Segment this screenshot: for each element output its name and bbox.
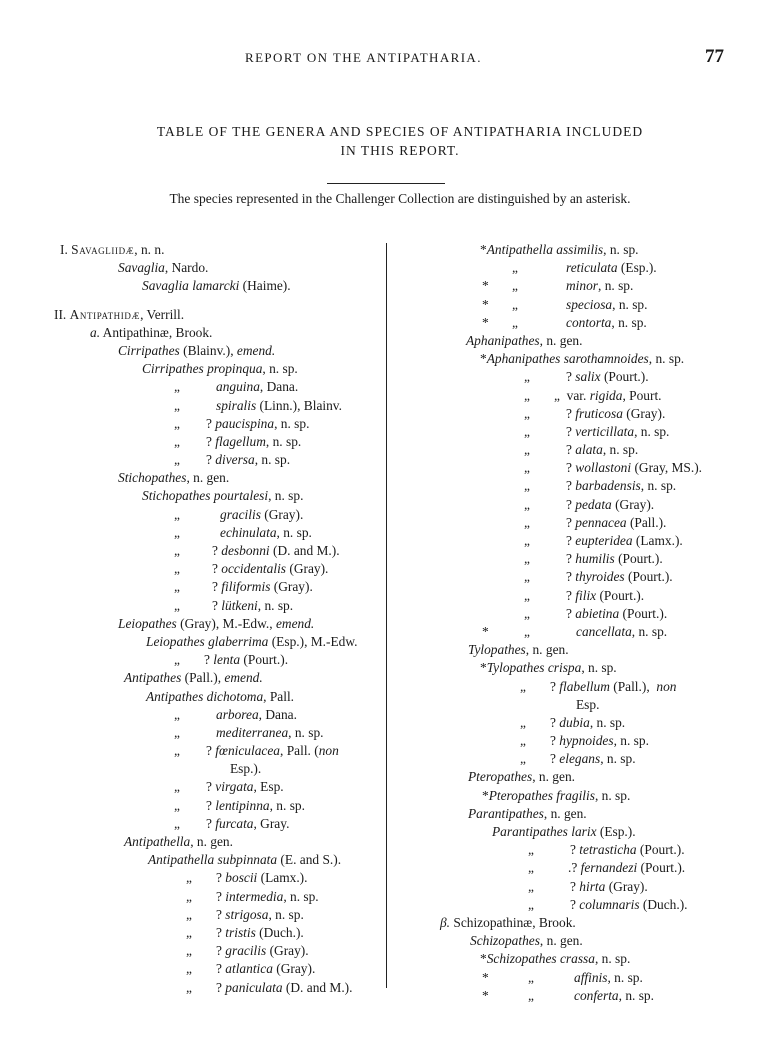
- ditto-mark: „: [174, 724, 180, 740]
- asterisk-mark: *: [482, 314, 489, 330]
- species-entry: [0, 942, 386, 960]
- ditto-mark: „: [512, 296, 518, 312]
- entry-text: ? lütkeni, n. sp.: [212, 597, 294, 613]
- species-entry: [390, 641, 776, 659]
- column-divider: [386, 243, 387, 988]
- entry-text: ? intermedia, n. sp.: [216, 888, 319, 904]
- entry-text: Antipathes dichotoma, Pall.: [146, 688, 295, 704]
- species-entry: [0, 688, 386, 706]
- spacer: [0, 296, 386, 306]
- running-title: REPORT ON THE ANTIPATHARIA.: [245, 50, 482, 65]
- entry-text: affinis, n. sp.: [574, 969, 643, 985]
- entry-text: ? tristis (Duch.).: [216, 924, 304, 940]
- ditto-mark: „: [174, 597, 180, 613]
- ditto-mark: „: [186, 961, 192, 977]
- species-entry: [390, 823, 776, 841]
- entry-text: ? hirta (Gray).: [570, 878, 648, 894]
- species-entry: [390, 678, 776, 696]
- entry-text: ? lenta (Pourt.).: [204, 652, 289, 668]
- ditto-mark: „: [524, 460, 530, 476]
- ditto-mark: „: [512, 260, 518, 276]
- entry-text: ? lentipinna, n. sp.: [206, 797, 305, 813]
- ditto-mark: „: [186, 924, 192, 940]
- species-entry: [390, 896, 776, 914]
- species-entry: [0, 724, 386, 742]
- species-entry: [390, 550, 776, 568]
- asterisk-mark: *: [482, 623, 489, 639]
- ditto-mark: „: [186, 979, 192, 995]
- species-entry: [390, 714, 776, 732]
- species-entry: [390, 296, 776, 314]
- ditto-mark: „: [528, 878, 534, 894]
- entry-text: Antipathes (Pall.), emend.: [124, 670, 263, 686]
- page-number: 77: [705, 46, 724, 67]
- ditto-mark: „: [174, 797, 180, 813]
- entry-text: ? wollastoni (Gray, MS.).: [566, 460, 703, 476]
- species-entry: [0, 851, 386, 869]
- entry-text: speciosa, n. sp.: [566, 296, 648, 312]
- species-entry: [390, 950, 776, 968]
- entry-text: ? paucispina, n. sp.: [206, 415, 310, 431]
- species-entry: [0, 742, 386, 760]
- entry-text: *Pteropathes fragilis, n. sp.: [482, 787, 631, 803]
- entry-text: ? eupteridea (Lamx.).: [566, 533, 683, 548]
- entry-text: contorta, n. sp.: [566, 314, 647, 330]
- entry-text: arborea, Dana.: [216, 706, 297, 722]
- species-entry: [0, 360, 386, 378]
- ditto-mark: „: [174, 561, 180, 577]
- species-entry: [0, 797, 386, 815]
- species-entry: [0, 960, 386, 978]
- ditto-mark: „: [186, 870, 192, 886]
- ditto-mark: „: [528, 987, 534, 1003]
- entry-text: Esp.: [576, 696, 600, 712]
- species-entry: [0, 869, 386, 887]
- entry-text: Parantipathes larix (Esp.).: [492, 824, 636, 839]
- entry-text: ? fruticosa (Gray).: [566, 405, 666, 421]
- entry-text: I. Savagliidæ, n. n.: [60, 242, 165, 257]
- ditto-mark: „: [524, 423, 530, 439]
- ditto-mark: „: [524, 514, 530, 530]
- ditto-mark: „: [528, 842, 534, 858]
- ditto-mark: „: [174, 524, 180, 540]
- table-title: [80, 122, 720, 160]
- entry-text: ? paniculata (D. and M.).: [216, 979, 353, 995]
- entry-text: conferta, n. sp.: [574, 987, 654, 1003]
- species-entry: [390, 605, 776, 623]
- ditto-mark: „: [174, 815, 180, 831]
- ditto-mark: „: [174, 506, 180, 522]
- entry-text: Cirripathes (Blainv.), emend.: [118, 342, 276, 358]
- species-entry: [0, 487, 386, 505]
- species-entry: [390, 750, 776, 768]
- species-entry: [390, 732, 776, 750]
- species-entry: [0, 259, 386, 277]
- entry-text: ? pedata (Gray).: [566, 496, 655, 512]
- species-entry: [390, 859, 776, 877]
- entry-text: ? filix (Pourt.).: [566, 587, 645, 603]
- entry-text: Leiopathes glaberrima (Esp.), M.-Edw.: [146, 633, 358, 649]
- ditto-mark: „: [524, 569, 530, 585]
- table-title-line-2: IN THIS REPORT.: [340, 143, 460, 158]
- species-entry: [390, 496, 776, 514]
- entry-text: II. Antipathidæ, Verrill.: [54, 306, 185, 322]
- species-entry: [390, 659, 776, 677]
- ditto-mark: „: [524, 387, 530, 403]
- right-column: [390, 241, 776, 1005]
- ditto-mark: „: [512, 278, 518, 294]
- entry-text: ? barbadensis, n. sp.: [566, 478, 677, 494]
- entry-text: ? gracilis (Gray).: [216, 943, 309, 959]
- ditto-mark: „: [512, 314, 518, 330]
- entry-text: ? abietina (Pourt.).: [566, 605, 668, 621]
- asterisk-mark: *: [482, 296, 489, 312]
- species-entry: [390, 878, 776, 896]
- entry-text: ? fœniculacea, Pall. (non: [206, 743, 339, 759]
- ditto-mark: „: [174, 706, 180, 722]
- species-entry: [390, 350, 776, 368]
- ditto-mark: „: [174, 743, 180, 759]
- entry-text: a. Antipathinæ, Brook.: [90, 324, 213, 340]
- asterisk-mark: *: [482, 987, 489, 1003]
- entry-text: ? alata, n. sp.: [566, 442, 639, 458]
- entry-text: ? verticillata, n. sp.: [566, 423, 670, 439]
- entry-text: Savaglia, Nardo.: [118, 260, 209, 276]
- entry-text: spiralis (Linn.), Blainv.: [216, 397, 342, 413]
- ditto-mark: „: [520, 751, 526, 767]
- ditto-mark: „: [174, 379, 180, 395]
- species-entry: [0, 760, 386, 778]
- entry-text: Schizopathes, n. gen.: [470, 933, 583, 949]
- ditto-mark: „: [524, 496, 530, 512]
- species-entry: [0, 415, 386, 433]
- entry-text: Savaglia lamarcki (Haime).: [142, 278, 291, 294]
- ditto-mark: „: [186, 888, 192, 904]
- ditto-mark: „: [524, 405, 530, 421]
- entry-text: ? flabellum (Pall.), non: [550, 678, 677, 694]
- entry-text: ? elegans, n. sp.: [550, 751, 636, 767]
- species-entry: [0, 241, 386, 259]
- species-entry: [390, 932, 776, 950]
- species-entry: [390, 969, 776, 987]
- species-entry: [390, 405, 776, 423]
- entry-text: ? tetrasticha (Pourt.).: [570, 842, 685, 858]
- species-entry: [0, 397, 386, 415]
- ditto-mark: „: [528, 896, 534, 912]
- species-entry: [0, 706, 386, 724]
- entry-text: *Schizopathes crassa, n. sp.: [480, 951, 631, 967]
- entry-text: Aphanipathes, n. gen.: [466, 332, 583, 348]
- entry-text: Stichopathes, n. gen.: [118, 470, 230, 486]
- ditto-mark: „: [174, 397, 180, 413]
- species-entry: [390, 387, 776, 405]
- entry-text: echinulata, n. sp.: [220, 524, 312, 540]
- entry-text: Stichopathes pourtalesi, n. sp.: [142, 488, 304, 504]
- species-entry: [390, 987, 776, 1005]
- ditto-mark: „: [186, 906, 192, 922]
- asterisk-mark: *: [482, 278, 489, 294]
- species-entry: [390, 696, 776, 714]
- species-entry: [390, 459, 776, 477]
- ditto-mark: „: [520, 714, 526, 730]
- ditto-mark: „: [174, 543, 180, 558]
- ditto-mark: „: [524, 587, 530, 603]
- species-entry: [390, 841, 776, 859]
- species-entry: [390, 623, 776, 641]
- ditto-mark: „: [524, 551, 530, 567]
- entry-text: ? virgata, Esp.: [206, 779, 284, 795]
- entry-text: ? diversa, n. sp.: [206, 452, 291, 468]
- title-rule: [327, 183, 445, 184]
- species-entry: [390, 241, 776, 259]
- entry-text: gracilis (Gray).: [220, 506, 304, 522]
- ditto-mark: „: [528, 969, 534, 985]
- ditto-mark: „: [174, 415, 180, 431]
- species-entry: [390, 768, 776, 786]
- entry-text: Antipathella, n. gen.: [124, 834, 233, 849]
- species-entry: [390, 277, 776, 295]
- entry-text: Tylopathes, n. gen.: [468, 642, 569, 658]
- species-entry: [0, 469, 386, 487]
- species-entry: [0, 651, 386, 669]
- entry-text: Leiopathes (Gray), M.-Edw., emend.: [118, 615, 315, 631]
- asterisk-note: The species represented in the Challenger Collection are distinguished by an asterisk.: [169, 191, 631, 206]
- species-entry: [0, 277, 386, 295]
- species-entry: [0, 378, 386, 396]
- entry-text: *Tylopathes crispa, n. sp.: [480, 660, 617, 676]
- species-entry: [390, 332, 776, 350]
- entry-text: β. Schizopathinæ, Brook.: [440, 914, 576, 930]
- asterisk-mark: *: [482, 969, 489, 985]
- species-entry: [390, 514, 776, 532]
- ditto-mark: „: [520, 678, 526, 694]
- ditto-mark: „: [524, 478, 530, 494]
- ditto-mark: „: [524, 623, 530, 639]
- species-entry: [0, 615, 386, 633]
- entry-text: anguina, Dana.: [216, 379, 299, 395]
- species-entry: [0, 633, 386, 651]
- entry-text: Esp.).: [230, 761, 262, 777]
- entry-text: ? boscii (Lamx.).: [216, 870, 308, 886]
- entry-text: ? columnaris (Duch.).: [570, 896, 688, 912]
- entry-text: reticulata (Esp.).: [566, 260, 657, 276]
- species-entry: [390, 532, 776, 550]
- entry-text: minor, n. sp.: [566, 278, 634, 294]
- species-entry: [390, 787, 776, 805]
- entry-text: ? occidentalis (Gray).: [212, 561, 329, 577]
- species-entry: [0, 888, 386, 906]
- entry-text: ? flagellum, n. sp.: [206, 433, 302, 449]
- entry-text: ? thyroides (Pourt.).: [566, 569, 673, 585]
- entry-text: Cirripathes propinqua, n. sp.: [142, 361, 298, 377]
- species-entry: [0, 451, 386, 469]
- species-entry: [0, 342, 386, 360]
- species-entry: [0, 906, 386, 924]
- entry-text: cancellata, n. sp.: [576, 623, 668, 639]
- species-entry: [0, 597, 386, 615]
- species-entry: [0, 524, 386, 542]
- species-entry: [390, 914, 776, 932]
- ditto-mark: „: [174, 579, 180, 595]
- ditto-mark: „: [186, 943, 192, 959]
- species-entry: [0, 669, 386, 687]
- ditto-mark: „: [524, 605, 530, 621]
- entry-text: ? atlantica (Gray).: [216, 961, 316, 977]
- species-entry: [0, 560, 386, 578]
- entry-text: .? fernandezi (Pourt.).: [568, 860, 686, 876]
- ditto-mark: „: [174, 652, 180, 668]
- species-entry: [390, 368, 776, 386]
- entry-text: *Aphanipathes sarothamnoides, n. sp.: [480, 351, 685, 367]
- species-entry: [390, 587, 776, 605]
- entry-text: ? humilis (Pourt.).: [566, 551, 663, 567]
- entry-text: ? desbonni (D. and M.).: [212, 543, 340, 558]
- species-entry: [390, 805, 776, 823]
- species-entry: [0, 979, 386, 997]
- ditto-mark: „: [174, 452, 180, 468]
- running-head: [0, 46, 776, 70]
- entry-text: ? furcata, Gray.: [206, 815, 290, 831]
- species-entry: [0, 833, 386, 851]
- ditto-mark: „: [524, 369, 530, 385]
- entry-text: „ var. rigida, Pourt.: [554, 387, 662, 403]
- species-entry: [0, 578, 386, 596]
- entry-text: *Antipathella assimilis, n. sp.: [480, 242, 639, 257]
- ditto-mark: „: [174, 779, 180, 795]
- species-entry: [0, 542, 386, 560]
- species-entry: [390, 441, 776, 459]
- left-column: [0, 241, 386, 997]
- species-entry: [0, 778, 386, 796]
- species-entry: [390, 568, 776, 586]
- species-entry: [0, 433, 386, 451]
- ditto-mark: „: [524, 533, 530, 548]
- ditto-mark: „: [520, 733, 526, 749]
- entry-text: ? hypnoides, n. sp.: [550, 733, 649, 749]
- species-entry: [390, 314, 776, 332]
- ditto-mark: „: [174, 433, 180, 449]
- entry-text: Antipathella subpinnata (E. and S.).: [148, 852, 342, 868]
- entry-text: Pteropathes, n. gen.: [468, 769, 575, 785]
- entry-text: ? filiformis (Gray).: [212, 579, 313, 595]
- species-entry: [0, 506, 386, 524]
- table-title-line-1: TABLE OF THE GENERA AND SPECIES OF ANTIPATHARIA INCLUDED: [156, 124, 644, 139]
- entry-text: Parantipathes, n. gen.: [468, 805, 587, 821]
- ditto-mark: „: [528, 860, 534, 876]
- entry-text: ? pennacea (Pall.).: [566, 514, 667, 530]
- species-entry: [0, 324, 386, 342]
- species-entry: [390, 423, 776, 441]
- entry-text: ? strigosa, n. sp.: [216, 906, 304, 922]
- species-entry: [0, 924, 386, 942]
- entry-text: ? dubia, n. sp.: [550, 714, 626, 730]
- species-entry: [0, 306, 386, 324]
- ditto-mark: „: [524, 442, 530, 458]
- species-entry: [390, 259, 776, 277]
- species-entry: [390, 477, 776, 495]
- entry-text: ? salix (Pourt.).: [566, 369, 649, 385]
- entry-text: mediterranea, n. sp.: [216, 724, 324, 740]
- species-entry: [0, 815, 386, 833]
